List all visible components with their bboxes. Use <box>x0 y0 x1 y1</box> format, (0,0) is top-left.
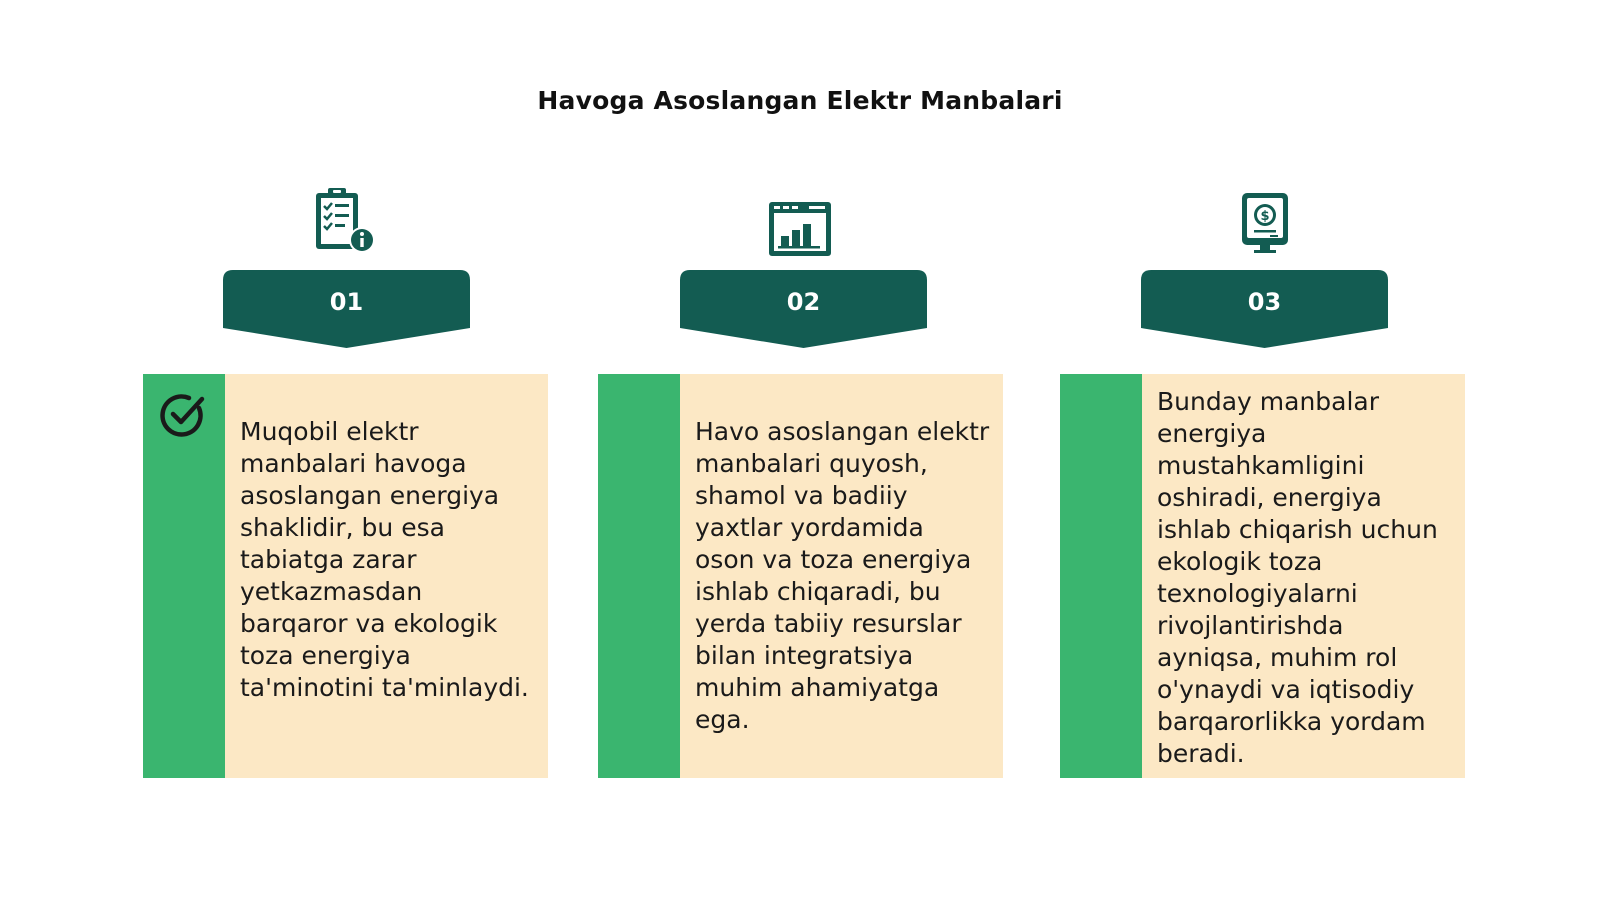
card-text: Havo asoslangan elektr manbalari quyosh, shamol va badiiy yaxtlar yordamida oson va toza energiya ishlab chiqaradi, bu yerda tabiiy resurslar bilan integratsiya muhim ahamiyatga ega. <box>695 417 990 734</box>
step-number: 01 <box>329 288 364 316</box>
step-number: 03 <box>1247 288 1282 316</box>
step-number: 02 <box>786 288 821 316</box>
step-number-tag-3 <box>1141 270 1388 348</box>
dollar-device-icon <box>1230 188 1300 258</box>
bar-chart-window-icon <box>765 194 835 264</box>
step-number-tag-1 <box>223 270 470 348</box>
card-text: Muqobil elektr manbalari havoga asoslangan energiya shaklidir, bu esa tabiatga zarar yetkazmasdan barqaror va ekologik toza energiya ta'minotini ta'minlaydi. <box>240 417 529 702</box>
clipboard-checklist-info-icon <box>310 186 380 256</box>
step-card-3 <box>1060 374 1465 778</box>
step-column-2 <box>598 0 1008 900</box>
svg-text:$: $ <box>1260 209 1270 224</box>
step-column-3 <box>1060 0 1470 900</box>
check-circle-icon <box>159 391 207 439</box>
page-title: Havoga Asoslangan Elektr Manbalari <box>537 86 1063 115</box>
card-accent-strip <box>143 374 225 778</box>
card-accent-strip <box>598 374 680 778</box>
step-card-1 <box>143 374 548 778</box>
card-accent-strip <box>1060 374 1142 778</box>
step-column-1 <box>143 0 553 900</box>
card-text: Bunday manbalar energiya mustahkamligini oshiradi, energiya ishlab chiqarish uchun ekologik toza texnologiyalarni rivojlantirishda ayniqsa, muhim rol o'ynaydi va iqtisodiy barqarorlikka yordam beradi. <box>1157 387 1438 768</box>
step-card-2 <box>598 374 1003 778</box>
step-number-tag-2 <box>680 270 927 348</box>
